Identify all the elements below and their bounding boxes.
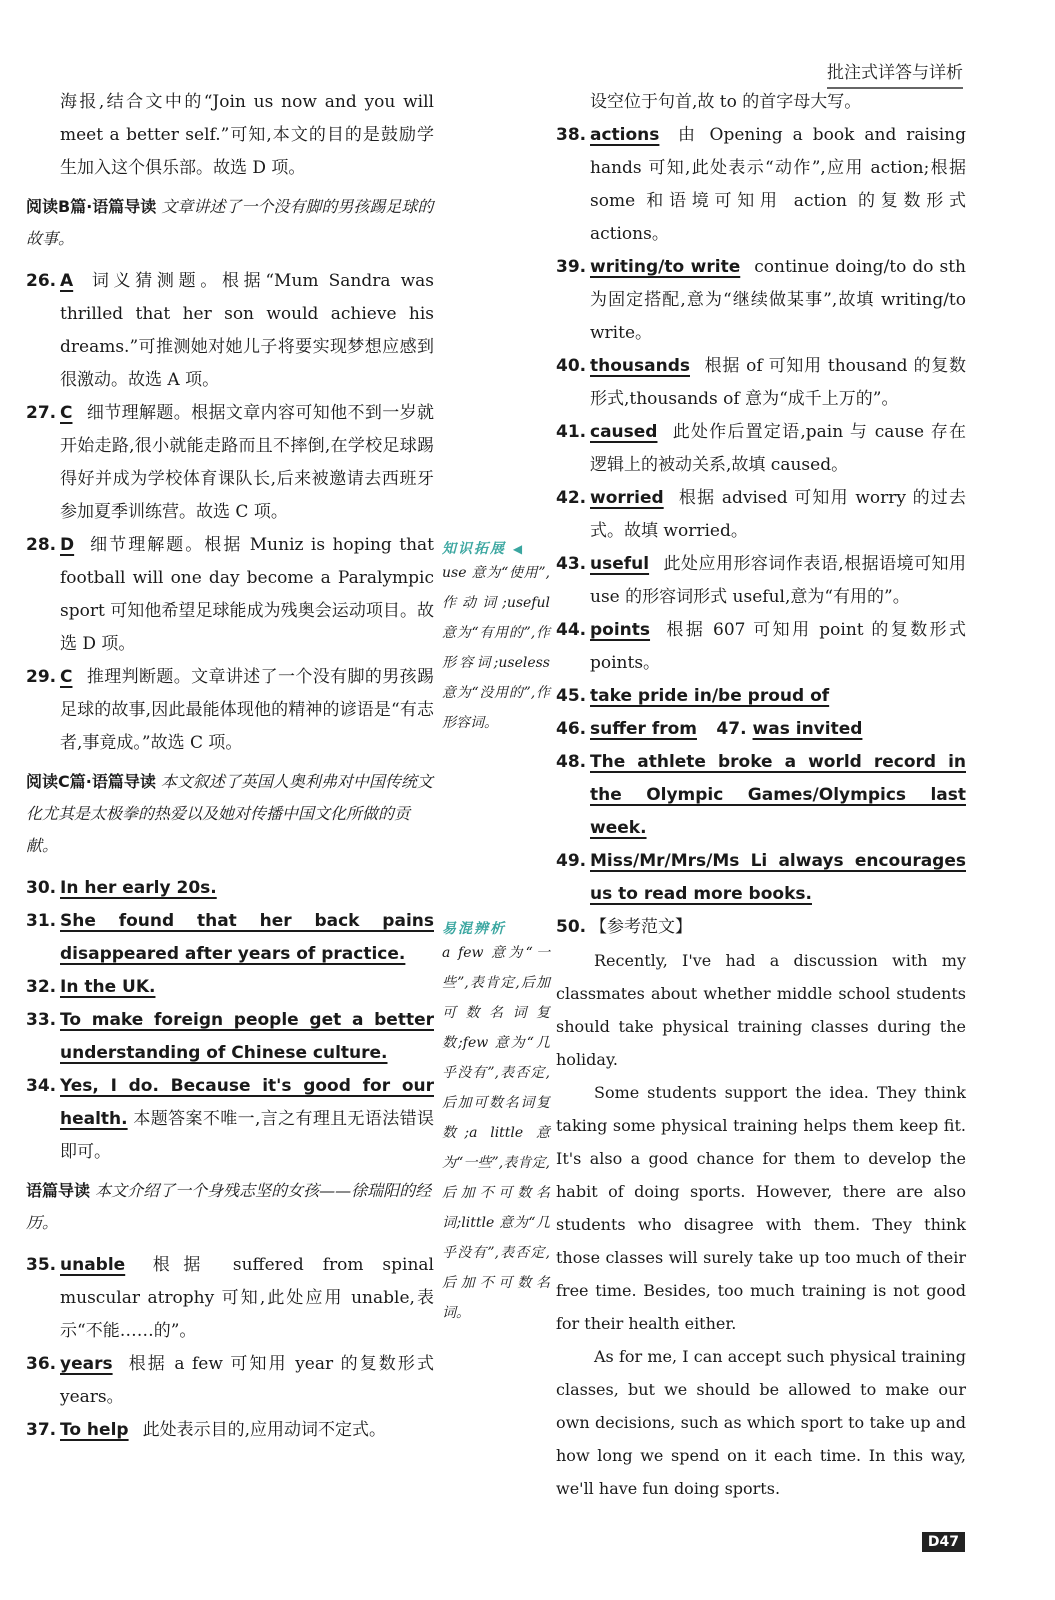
question-33 — [26, 1004, 434, 1070]
question-number: 37. — [26, 1420, 57, 1440]
answer: take pride in/be proud of — [590, 686, 830, 706]
question-39 — [556, 251, 966, 350]
confusion-tag: 易混辨析 — [442, 921, 506, 937]
question-number: 41. — [556, 422, 587, 442]
question-number: 32. — [26, 977, 57, 997]
explanation: 推理判断题。文章讲述了一个没有脚的男孩踢足球的故事,因此最能体现他的精神的谚语是“有志者,事竟成。”故选 C 项。 — [60, 667, 434, 753]
question-number: 34. — [26, 1076, 57, 1096]
answer: writing/to write — [590, 257, 741, 277]
knowledge-text: use 意为“使用”,作动词;useful 意为“有用的”,作形容词;useless 意为“没用的”,作形容词。 — [442, 565, 550, 731]
question-48 — [556, 746, 966, 845]
question-number: 30. — [26, 878, 57, 898]
question-36 — [26, 1348, 434, 1414]
answer: worried — [590, 488, 664, 508]
explanation: 根据 suffered from spinal muscular atrophy 可知,此处应用 unable,表示“不能……的”。 — [60, 1255, 434, 1341]
question-29 — [26, 661, 434, 760]
essay-paragraph: As for me, I can accept such physical training classes, but we should be allowed to make our own decisions, such as which sport to take up and how long we spend on it each time. In this way, we'll have fun doing sports. — [556, 1347, 966, 1498]
question-number: 26. — [26, 271, 57, 291]
question-45 — [556, 680, 966, 713]
answer: The athlete broke a world record in the Olympic Games/Olympics last week. — [590, 752, 966, 838]
answer: was invited — [752, 719, 863, 739]
answer: Miss/Mr/Mrs/Ms Li always encourages us to read more books. — [590, 851, 966, 904]
explanation: 词义猜测题。根据“Mum Sandra was thrilled that her son would achieve his dreams.”可推测她对她儿子将要实现梦想应感到很激动。故选 A 项。 — [60, 271, 434, 390]
question-32 — [26, 971, 434, 1004]
answer: In the UK. — [60, 977, 156, 997]
question-number: 28. — [26, 535, 57, 555]
left-column — [26, 86, 434, 1447]
explanation: 此处表示目的,应用动词不定式。 — [142, 1420, 386, 1440]
explanation: 此处应用形容词作表语,根据语境可知用 use 的形容词形式 useful,意为“有用的”。 — [590, 554, 966, 607]
confusion-text: a few 意为“一些”,表肯定,后加可数名词复数;few 意为“几乎没有”,表否定,后加可数名词复数;a little 意为“一些”,表肯定,后加不可数名词;little 意为“几乎没有”,表否定,后加不可数名词。 — [442, 945, 550, 1321]
question-number: 38. — [556, 125, 587, 145]
question-number: 47. — [716, 719, 747, 739]
explanation: 细节理解题。根据 Muniz is hoping that football will one day become a Paralympic sport 可知他希望足球能成为残奥会运动项目。故选 D 项。 — [60, 535, 434, 654]
question-43 — [556, 548, 966, 614]
answer: C — [60, 667, 73, 687]
question-26 — [26, 265, 434, 397]
question-number: 50. — [556, 917, 587, 937]
answer: In her early 20s. — [60, 878, 217, 898]
answer: D — [60, 535, 75, 555]
question-31 — [26, 905, 434, 971]
explanation: 根据 607 可知用 point 的复数形式 points。 — [590, 620, 966, 673]
answer: To make foreign people get a better understanding of Chinese culture. — [60, 1010, 434, 1063]
question-number: 29. — [26, 667, 57, 687]
answer: unable — [60, 1255, 126, 1275]
question-number: 48. — [556, 752, 587, 772]
knowledge-note — [442, 538, 550, 738]
question-number: 27. — [26, 403, 57, 423]
question-number: 40. — [556, 356, 587, 376]
guide-b-label: 阅读B篇·语篇导读 — [26, 197, 157, 216]
question-number: 45. — [556, 686, 587, 706]
guide-c — [26, 766, 434, 862]
model-essay — [556, 944, 966, 1505]
intro-text: 海报,结合文中的“Join us now and you will meet a better self.”可知,本文的目的是鼓励学生加入这个俱乐部。故选 D 项。 — [60, 92, 434, 178]
explanation: 由 Opening a book and raising hands 可知,此处表示“动作”,应用 action;根据 some 和语境可知用 action 的复数形式 actions。 — [590, 125, 966, 244]
question-number: 49. — [556, 851, 587, 871]
answer: To help — [60, 1420, 129, 1440]
question-number: 46. — [556, 719, 587, 739]
essay-paragraph: Recently, I've had a discussion with my classmates about whether middle school students should take physical training classes during the holiday. — [556, 951, 966, 1069]
guide-d-text: 本文介绍了一个身残志坚的女孩——徐瑞阳的经历。 — [26, 1181, 432, 1232]
answer: C — [60, 403, 73, 423]
explanation: 本题答案不唯一,言之有理且无语法错误即可。 — [60, 1109, 435, 1162]
answer: useful — [590, 554, 650, 574]
question-35 — [26, 1249, 434, 1348]
answer: Yes, I do. Because it's good for our health. — [60, 1076, 434, 1129]
question-30 — [26, 872, 434, 905]
question-27 — [26, 397, 434, 529]
answer: She found that her back pains disappeared after years of practice. — [60, 911, 434, 964]
question-number: 31. — [26, 911, 57, 931]
guide-c-label: 阅读C篇·语篇导读 — [26, 772, 156, 791]
guide-d-label: 语篇导读 — [26, 1181, 91, 1200]
question-number: 39. — [556, 257, 587, 277]
confusion-note — [442, 918, 550, 1328]
question-44 — [556, 614, 966, 680]
page-number: D47 — [922, 1532, 965, 1552]
question-number: 33. — [26, 1010, 57, 1030]
question-46-47 — [556, 713, 966, 746]
question-number: 36. — [26, 1354, 57, 1374]
question-number: 43. — [556, 554, 587, 574]
answer: years — [60, 1354, 113, 1374]
knowledge-tag: 知识拓展 ◀ — [442, 541, 525, 557]
question-50 — [556, 911, 966, 944]
question-28 — [26, 529, 434, 661]
reference-label: 【参考范文】 — [590, 917, 692, 937]
right-column — [556, 86, 966, 1505]
explanation: 根据 of 可知用 thousand 的复数形式,thousands of 意为“成千上万的”。 — [590, 356, 966, 409]
continued-text: 设空位于句首,故 to 的首字母大写。 — [590, 92, 862, 112]
answer: thousands — [590, 356, 690, 376]
question-34 — [26, 1070, 434, 1169]
answer: suffer from — [590, 719, 697, 739]
question-number: 44. — [556, 620, 587, 640]
question-42 — [556, 482, 966, 548]
explanation: 根据 a few 可知用 year 的复数形式 years。 — [60, 1354, 434, 1407]
question-49 — [556, 845, 966, 911]
answer: caused — [590, 422, 658, 442]
question-37 — [26, 1414, 434, 1447]
page-header: 批注式详答与详析 — [827, 58, 963, 89]
guide-c-text: 本文叙述了英国人奥利弗对中国传统文化尤其是太极拳的热爱以及她对传播中国文化所做的贡献。 — [26, 772, 433, 855]
question-40 — [556, 350, 966, 416]
essay-paragraph: Some students support the idea. They think taking some physical training helps them keep fit. It's also a good chance for them to develop the habit of doing sports. However, there are also students who disagree with them. They think those classes will surely take up too much of their free time. Besides, too much training is not good for their health either. — [556, 1083, 966, 1333]
arrow-icon: ◀ — [512, 542, 525, 556]
question-41 — [556, 416, 966, 482]
question-number: 42. — [556, 488, 587, 508]
question-38 — [556, 119, 966, 251]
answer: A — [60, 271, 74, 291]
guide-d — [26, 1175, 434, 1239]
answer: points — [590, 620, 651, 640]
explanation: continue doing/to do sth 为固定搭配,意为“继续做某事”,故填 writing/to write。 — [590, 257, 966, 343]
explanation: 细节理解题。根据文章内容可知他不到一岁就开始走路,很小就能走路而且不摔倒,在学校足球踢得好并成为学校体育课队长,后来被邀请去西班牙参加夏季训练营。故选 C 项。 — [60, 403, 434, 522]
explanation: 根据 advised 可知用 worry 的过去式。故填 worried。 — [590, 488, 966, 541]
explanation: 此处作后置定语,pain 与 cause 存在逻辑上的被动关系,故填 caused。 — [590, 422, 966, 475]
question-number: 35. — [26, 1255, 57, 1275]
side-notes — [442, 86, 550, 1328]
guide-b — [26, 191, 434, 255]
guide-b-text: 文章讲述了一个没有脚的男孩踢足球的故事。 — [26, 197, 434, 248]
answer: actions — [590, 125, 660, 145]
